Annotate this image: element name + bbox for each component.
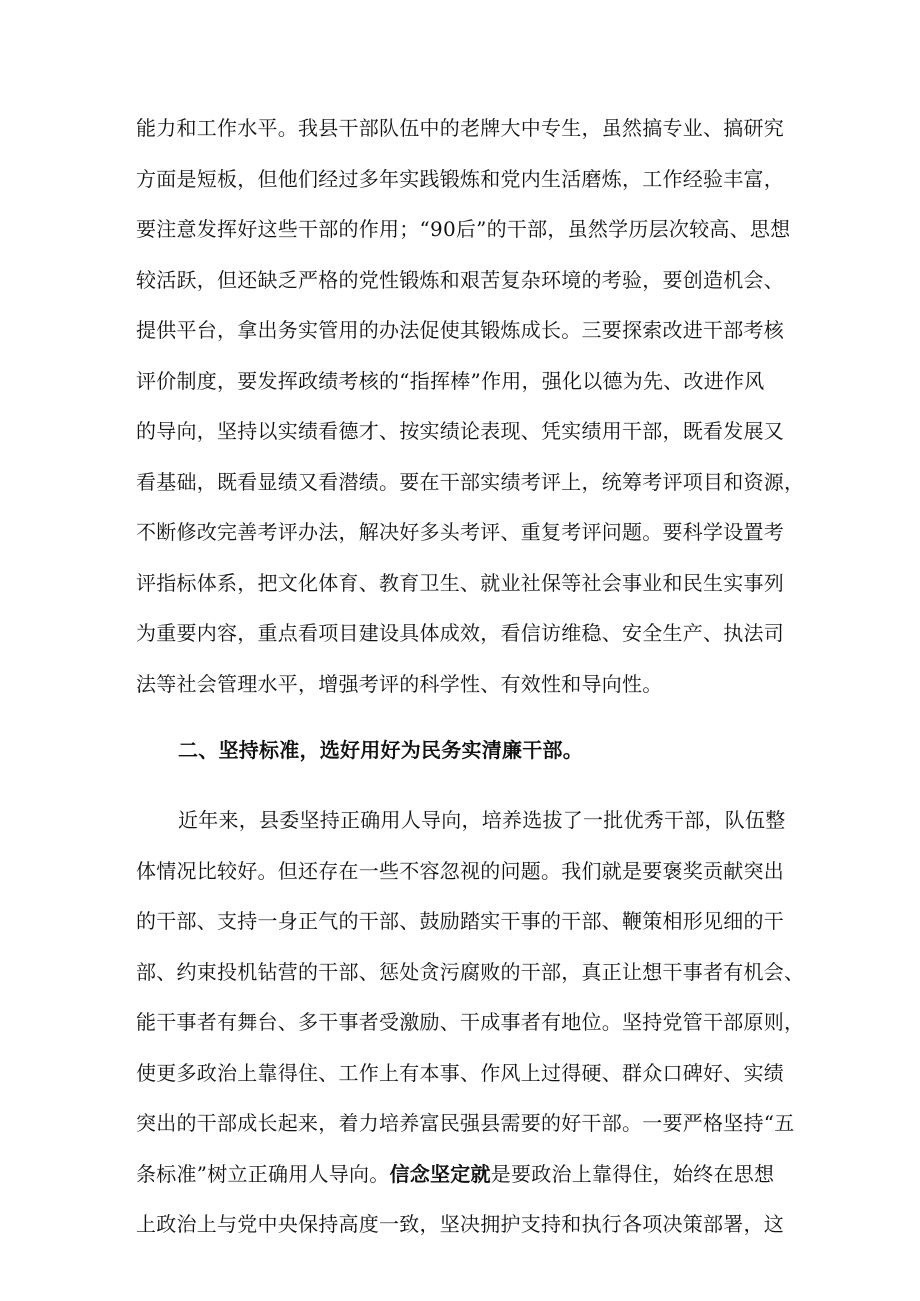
body-text-line: 为重要内容，重点看项目建设具体成效，看信访维稳、安全生产、执法司 xyxy=(136,621,784,645)
body-text-line: 评价制度，要发挥政绩考核的“指挥棒”作用，强化以德为先、改进作风 xyxy=(136,369,765,393)
body-text-segment: 条标准”树立正确用人导向。 xyxy=(136,1162,390,1186)
body-text-line: 上政治上与党中央保持高度一致，坚决拥护支持和执行各项决策部署，这 xyxy=(136,1212,784,1236)
body-text-segment: 是要政治上靠得住，始终在思想 xyxy=(490,1162,775,1186)
body-text-line: 要注意发挥好这些干部的作用；“90后”的干部，虽然学历层次较高、思想 xyxy=(136,217,791,241)
body-text-line: 评指标体系，把文化体育、教育卫生、就业社保等社会事业和民生实事列 xyxy=(136,571,784,595)
body-text-line: 体情况比较好。但还存在一些不容忽视的问题。我们就是要褒奖贡献突出 xyxy=(136,859,784,883)
body-text-line: 的导向，坚持以实绩看德才、按实绩论表现、凭实绩用干部，既看发展又 xyxy=(136,419,784,443)
section-heading: 二、坚持标准，选好用好为民务实清廉干部。 xyxy=(178,738,583,762)
body-text-line: 法等社会管理水平，增强考评的科学性、有效性和导向性。 xyxy=(136,672,663,696)
body-text-line: 突出的干部成长起来，着力培养富民强县需要的好干部。一要严格坚持“五 xyxy=(136,1111,795,1135)
body-text-line: 提供平台，拿出务实管用的办法促使其锻炼成长。三要探索改进干部考核 xyxy=(136,318,784,342)
body-text-line-with-emphasis xyxy=(136,1160,796,1188)
body-text-line: 看基础，既看显绩又看潜绩。要在干部实绩考评上，统筹考评项目和资源， xyxy=(136,470,805,494)
body-text-line: 使更多政治上靠得住、工作上有本事、作风上过得硬、群众口碑好、实绩 xyxy=(136,1061,784,1085)
emphasized-phrase: 信念坚定就 xyxy=(389,1162,491,1186)
body-text-line: 能力和工作水平。我县干部队伍中的老牌大中专生，虽然搞专业、搞研究 xyxy=(136,116,784,140)
body-text-line: 较活跃，但还缺乏严格的党性锻炼和艰苦复杂环境的考验，要创造机会、 xyxy=(136,268,784,292)
body-text-line: 近年来，县委坚持正确用人导向，培养选拔了一批优秀干部，队伍整 xyxy=(178,808,786,832)
body-text-line: 的干部、支持一身正气的干部、鼓励踏实干事的干部、鞭策相形见细的干 xyxy=(136,909,784,933)
body-text-line: 不断修改完善考评办法，解决好多头考评、重复考评问题。要科学设置考 xyxy=(136,520,784,544)
body-text-line: 部、约束投机钻营的干部、惩处贪污腐败的干部，真正让想干事者有机会、 xyxy=(136,960,805,984)
body-text-line: 能干事者有舞台、多干事者受激励、干成事者有地位。坚持党管干部原则， xyxy=(136,1010,805,1034)
body-text-line: 方面是短板，但他们经过多年实践锻炼和党内生活磨炼，工作经验丰富， xyxy=(136,167,784,191)
